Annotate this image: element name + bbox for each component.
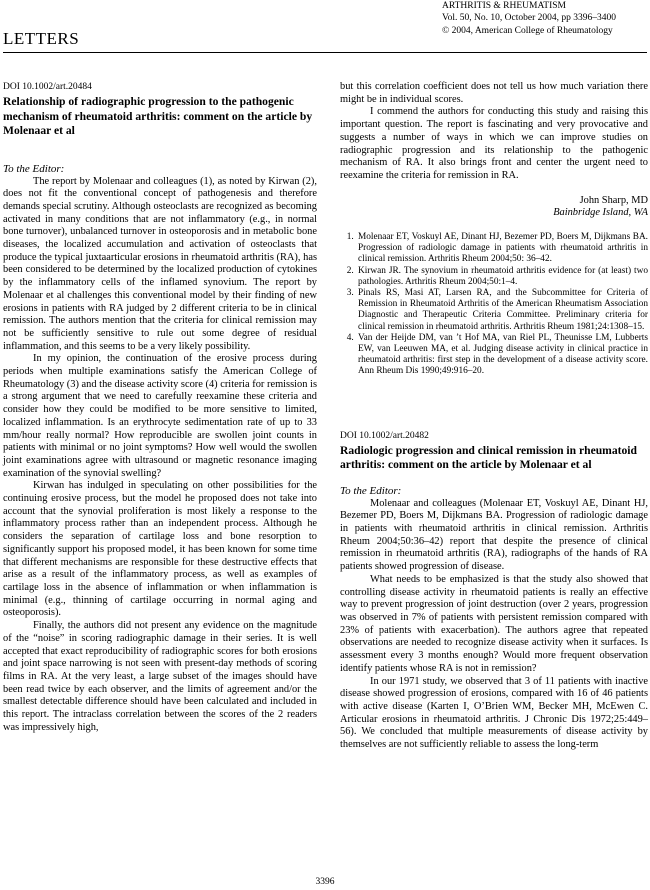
letter2-title: Radiologic progression and clinical remission in rheumatoid arthritis: comment on the article by Molenaar et al <box>340 443 637 472</box>
letter1-title: Relationship of radiographic progression to the pathogenic mechanism of rheumatoid arthritis: comment on the article by Molenaar et al <box>3 95 313 137</box>
section-title: LETTERS <box>3 29 80 48</box>
letter1-paragraph-2: In my opinion, the continuation of the erosive process during periods when multiple examinations satisfy the American College of Rheumatology (3) and the disease activity score (4) criteria for remission is a strong argument that we need to carefully reexamine these criteria and consider how they could be modified to be more sensitive to limited, localized inflammation. Is an erythrocyte sedimentation rate of up to 33 mm/hour really normal? How reproducible are swollen joint counts in patients with minimal or no joint symptoms? How well would the swollen joint examinations agree with ultrasound or magnetic resonance imaging examination of the synovial swelling? <box>3 353 317 479</box>
letter2-paragraph-2: What needs to be emphasized is that the study also showed that controlling disease activity in rheumatoid patients is really an effective way to prevent progression of joint destruction (over 2 years, progression was observed in 7% of patients with persistent remission compared with 23% of patients with exacerbation). The authors agree that repeated observations are needed to recognize disease activity when it surfaces. Is assessment every 3 months enough? Would more frequent observation identify patients whose RA is not in remission? <box>340 573 648 674</box>
right-column <box>340 81 648 752</box>
letter1-paragraph-4: Finally, the authors did not present any evidence on the magnitude of the “noise” in scoring radiographic damage in their series. It is well accepted that exact reproducibility of radiographic scores for both erosions and joint space narrowing is not seen with present-day methods of scoring films in RA. At the very least, a large subset of the images should have been read twice by each observer, and the limits of agreement and/or the smallest detectable difference should have been calculated and included in this report. The intraclass correlation between the scores of the 2 readers was impressively high, <box>3 620 317 733</box>
header-rule <box>3 52 647 53</box>
letter2-doi: DOI 10.1002/art.20482 <box>340 430 429 441</box>
letter1-location: Bainbridge Island, WA <box>553 207 648 219</box>
journal-name: ARTHRITIS & RHEUMATISM <box>442 1 566 11</box>
letter1-references <box>340 232 648 378</box>
letter1-author: John Sharp, MD <box>579 194 648 206</box>
letter2-salutation: To the Editor: <box>340 484 402 497</box>
page-number: 3396 <box>315 877 335 887</box>
volume-info: Vol. 50, No. 10, October 2004, pp 3396–3400 <box>442 13 616 24</box>
letter1-salutation: To the Editor: <box>3 162 65 175</box>
reference-item: 4. Van der Heijde DM, van ’t Hof MA, van Riel PL, Theunisse LM, Lubberts EW, van Leeuwen MA, et al. Judging disease activity in clinical practice in rheumatoid arthritis: first step in the development of a disease activity score. Ann Rheum Dis 1990;49:916–20. <box>356 333 648 378</box>
journal-header <box>442 0 647 37</box>
letter1-doi: DOI 10.1002/art.20484 <box>3 82 92 92</box>
reference-item: 3. Pinals RS, Masi AT, Larsen RA, and the Subcommittee for Criteria of Remission in Rheumatoid Arthritis of the American Rheumatism Association Diagnostic and Therapeutic Criteria Committee. Preliminary criteria for clinical remission in rheumatoid arthritis. Arthritis Rheum 1981;24:1308–15. <box>356 288 648 333</box>
copyright: © 2004, American College of Rheumatology <box>442 25 613 36</box>
letter1-closing: I commend the authors for conducting this study and raising this important question. The report is fascinating and very provocative and suggests a number of ways in which we can improve studies on radiographic progression and its relationship to the pathogenic mechanism of RA. It also brings front and center the urgent need to reexamine the criteria for remission in RA. <box>340 106 648 181</box>
letter1-paragraph-1: The report by Molenaar and colleagues (1), as noted by Kirwan (2), does not fit the conventional concept of pathogenesis and therefore demands special scrutiny. Although osteoclasts are recognized as becoming activated in many conditions that are not inflammatory (e.g., in normal bone turnover), unbalanced turnover in osteoporosis and in metabolic bone diseases, the localized accumulation and activation of osteoclasts that produce the typical juxtaarticular erosions in rheumatoid arthritis (RA), has been considered to be determined by the localized production of cytokines by the inflammatory cells of the inflamed synovium. The report by Molenaar et al challenges this conventional model by their finding of new erosions in patients with RA judged by 2 different criteria to be in clinical remission. The authors mention that the criteria for clinical remission may not be sufficiently sensitive to rule out some degree of residual inflammation, and this seems to be a very likely possibility. <box>3 175 317 352</box>
letter1-continuation: but this correlation coefficient does not tell us how much variation there might be in individual scores. <box>340 81 648 105</box>
letter1-paragraph-3: Kirwan has indulged in speculating on other possibilities for the continuing erosive process, but the model he proposed does not take into account that the synovial proliferation is most likely a response to the inflammatory process rather than an independent process. Although he considers the separation of cartilage loss and bone resorption to significantly support his proposed model, it has been known for some time that different mechanisms are responsible for these destructive effects that arise as a result of the inflammatory process, as well as examples of cartilage loss in the absence of inflammation or when inflammation is minimal (e.g., thinning of cartilage occurring in normal aging and osteoporosis). <box>3 480 317 619</box>
letter2-paragraph-1: Molenaar and colleagues (Molenaar ET, Voskuyl AE, Dinant HJ, Bezemer PD, Boers M, Dijkmans BA. Progression of radiologic damage in patients with rheumatoid arthritis in clinical remission. Arthritis Rheum 2004;50:36–42) report that despite the presence of clinical remission in rheumatoid arthritis (RA), radiographs of the hands of RA patients showed progression of disease. <box>340 497 648 573</box>
reference-item: 2. Kirwan JR. The synovium in rheumatoid arthritis evidence for (at least) two pathologies. Arthritis Rheum 2004;50:1–4. <box>356 266 648 288</box>
letter2-paragraph-3: In our 1971 study, we observed that 3 of 11 patients with inactive disease showed progression of erosions, compared with 16 of 46 patients with active disease (Karten I, O’Brien WM, Becker MH, McEwen C. Articular erosions in rheumatoid arthritis. J Chronic Dis 1972;25:449–56). We concluded that multiple measurements of disease activity by themselves are not sufficiently reliable to assess the long-term <box>340 675 648 751</box>
reference-item: 1. Molenaar ET, Voskuyl AE, Dinant HJ, Bezemer PD, Boers M, Dijkmans BA. Progression of radiologic damage in patients with rheumatoid arthritis in clinical remission. Arthritis Rheum 2004;50: 36–42. <box>356 232 648 266</box>
left-column <box>3 81 317 734</box>
